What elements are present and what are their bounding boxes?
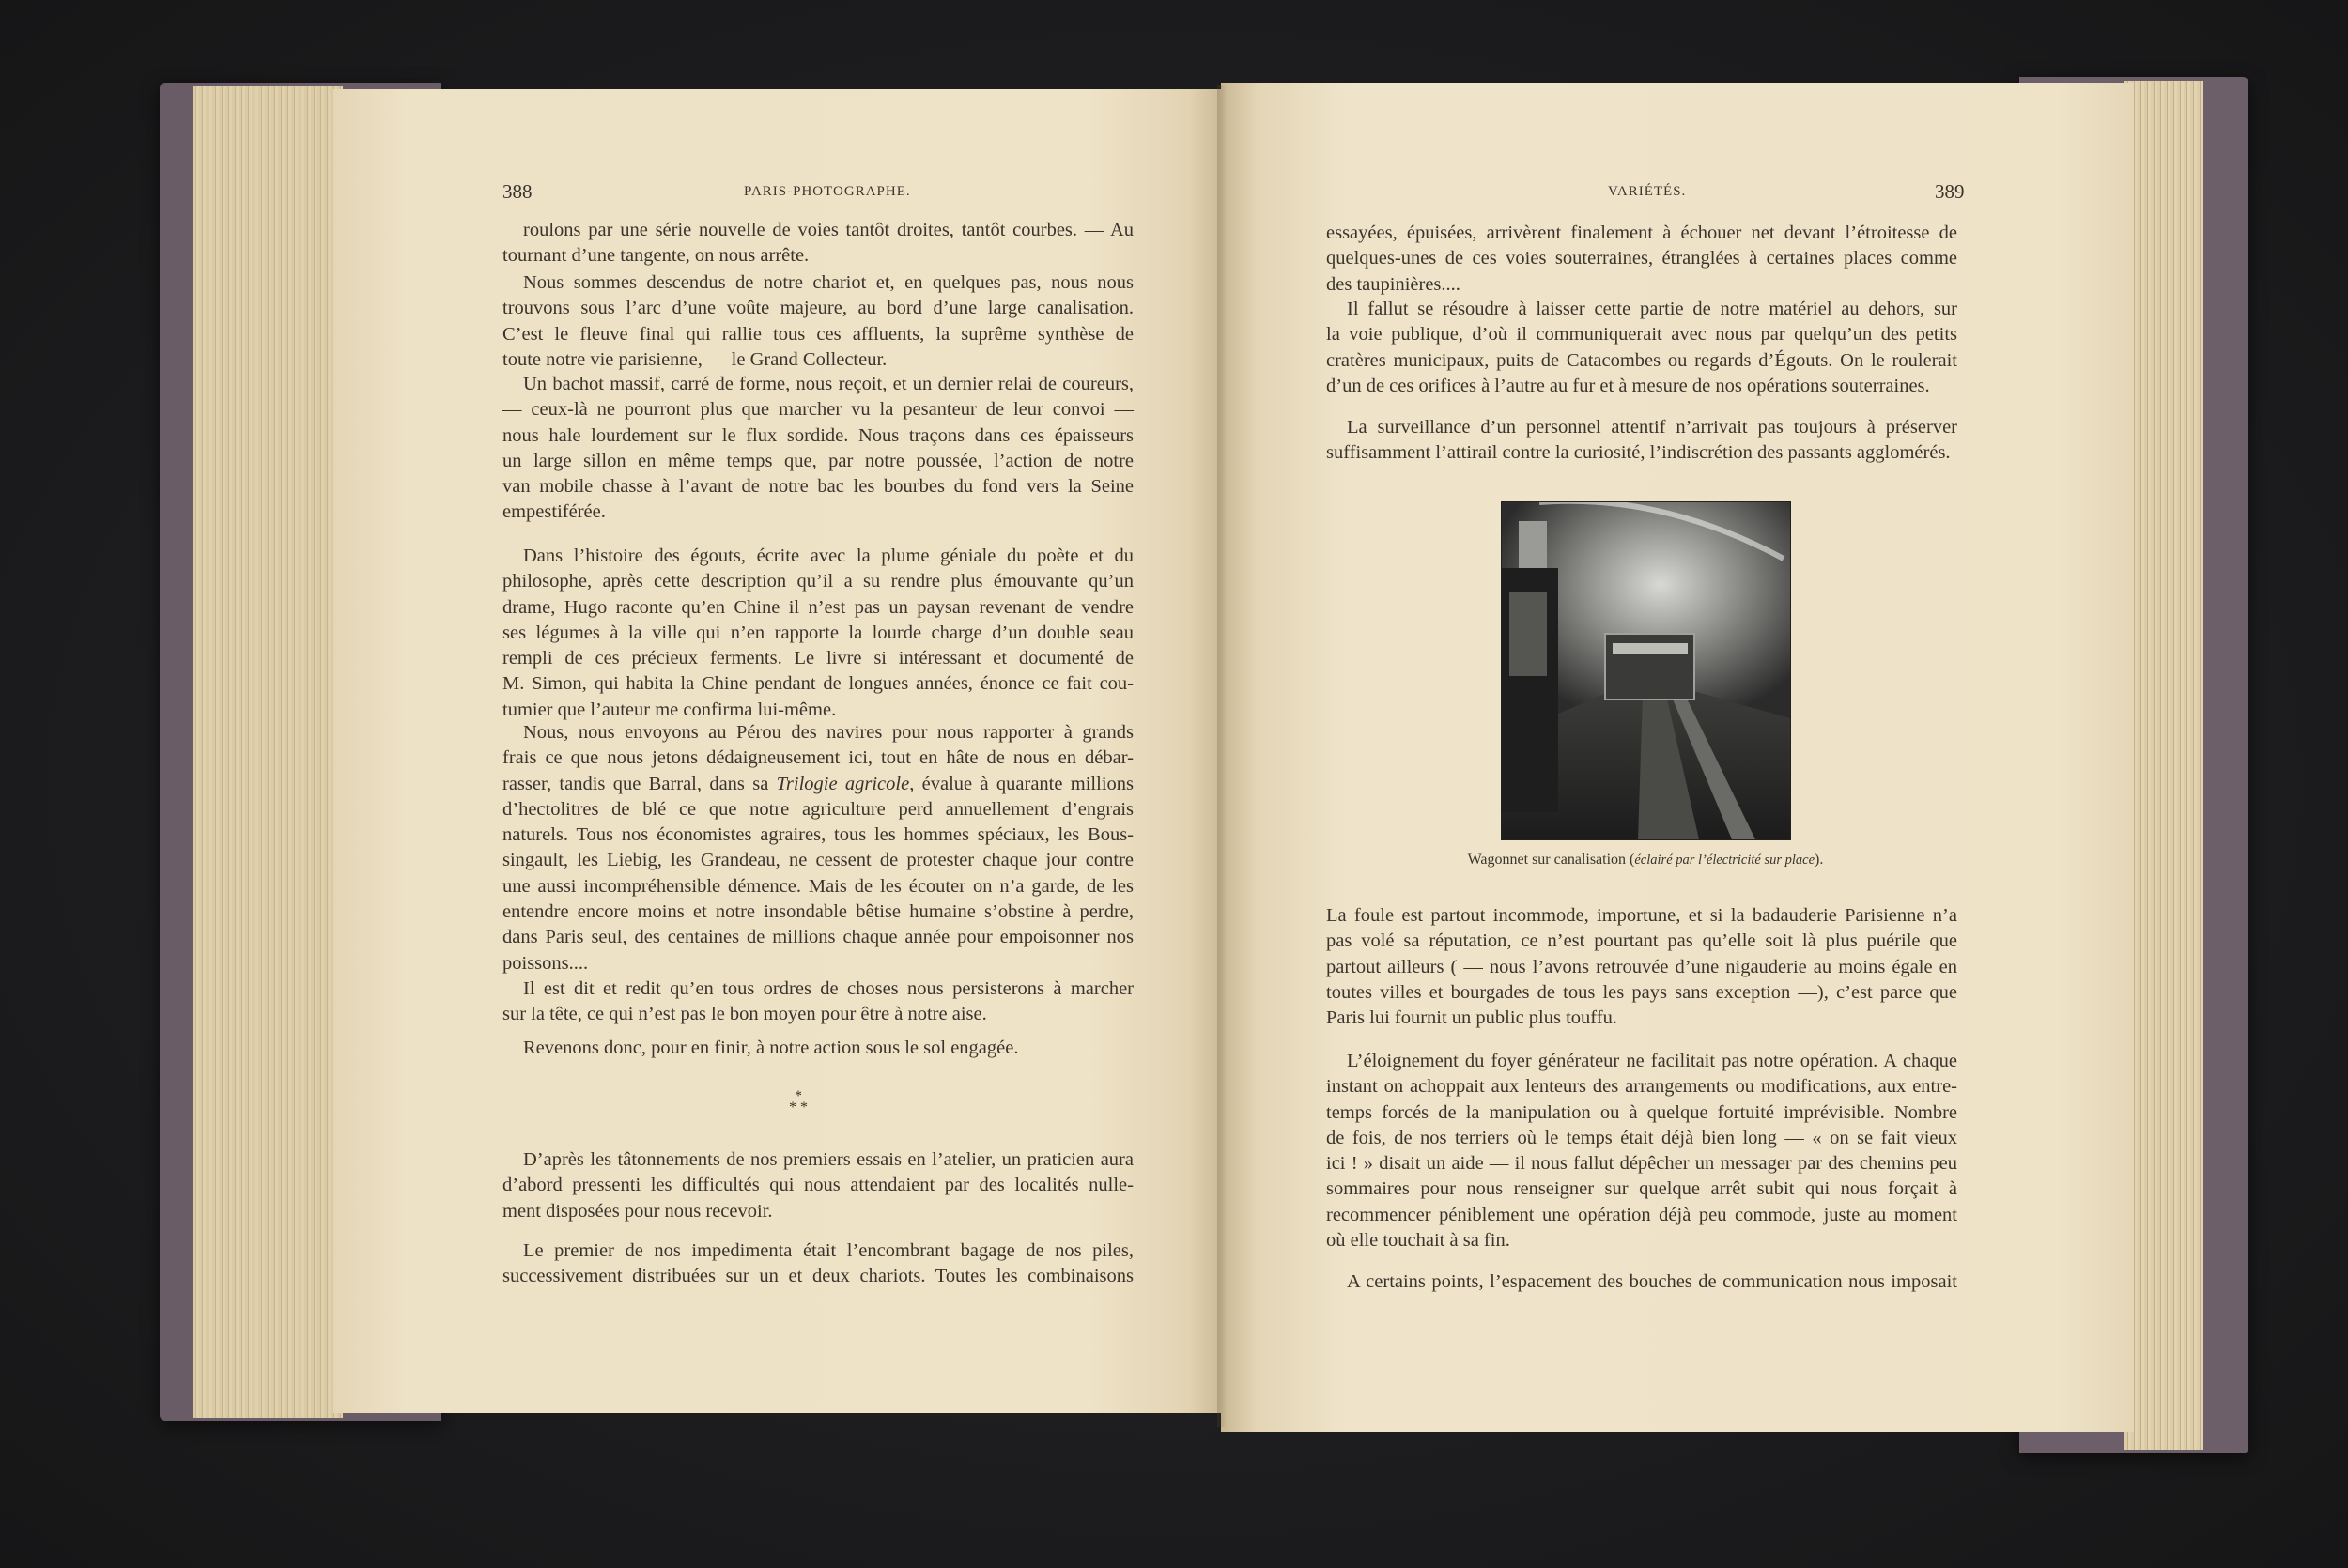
text-line: tournant d’une tangente, on nous arrête. (502, 245, 810, 267)
text-line: ment disposées pour nous recevoir. (502, 1200, 773, 1222)
text-line: d’hectolitres de blé ce que notre agriculture perd annuellement d’engrais (502, 798, 1134, 820)
page-edges-right (2124, 81, 2203, 1450)
text-line: Dans l’histoire des égouts, écrite avec la plume géniale du poète et du (523, 546, 1134, 566)
text-line: Nous sommes descendus de notre chariot et, en quelques pas, nous nous (523, 272, 1134, 293)
text-line: d’abord pressenti les difficultés qui nous attendaient par des localités nulle- (502, 1175, 1134, 1196)
paragraph (1326, 415, 1957, 467)
text-line: poissons.... (502, 952, 589, 974)
text-line: roulons par une série nouvelle de voies tantôt droites, tantôt courbes. — Au (523, 220, 1134, 240)
page-edges-left (193, 86, 343, 1418)
text-line: recommencer péniblement une opération déjà peu commode, juste au moment (1326, 1204, 1957, 1225)
page-number-right: 389 (1935, 180, 1965, 203)
text-line: Paris lui fournit un public plus touffu. (1326, 1007, 1617, 1029)
text-line: naturels. Tous nos économistes agraires, tous les hommes spéciaux, les Bous- (502, 824, 1134, 846)
paragraph (502, 1147, 1134, 1224)
text-line: Un bachot massif, carré de forme, nous reçoit, et un dernier relai de coureurs, (523, 374, 1134, 394)
text-line (502, 772, 1134, 797)
text-line: Nous, nous envoyons au Pérou des navires pour nous rapporter à grands (523, 722, 1134, 743)
text-line: drame, Hugo raconte qu’en Chine il n’est pas un paysan revenant de vendre (502, 596, 1134, 618)
paragraph (502, 720, 1134, 976)
text-line: trouvons sous l’arc d’une voûte majeure, au bord d’une large canalisation. (502, 298, 1134, 319)
text-line: quelques-unes de ces voies souterraines, étranglées à certaines places comme (1326, 248, 1957, 269)
text-line: la voie publique, d’où il communiquerait avec nous par quelqu’un des petits (1326, 324, 1957, 346)
paragraph (502, 544, 1134, 723)
text-line: ses légumes à la ville qui n’en rapporte la lourde charge d’un double seau (502, 622, 1134, 643)
running-head-right: VARIÉTÉS. (1608, 184, 1687, 199)
text-line: D’après les tâtonnements de nos premiers essais en l’atelier, un praticien aura (523, 1149, 1134, 1170)
text-line: Il fallut se résoudre à laisser cette partie de notre matériel au dehors, sur (1347, 299, 1957, 319)
running-head-left: PARIS-PHOTOGRAPHE. (744, 184, 911, 199)
text-line: frais ce que nous jetons dédaigneusement ici, tout en hâte de nous en débar- (502, 747, 1134, 769)
figure-caption (1326, 852, 1965, 869)
text-line: philosophe, après cette description qu’il a su rendre plus émouvante qu’un (502, 571, 1134, 592)
paragraph (1326, 903, 1957, 1031)
text-line: A certains points, l’espacement des bouches de communication nous imposait (1347, 1271, 1957, 1292)
paragraph (1326, 1049, 1957, 1253)
text-segment: , évalue à quarante millions (909, 773, 1134, 794)
caption-italic-text: éclairé par l’électricité sur place (1634, 853, 1815, 868)
paragraph (1326, 1269, 1957, 1295)
text-line: La foule est partout incommode, importune, et si la badauderie Parisienne n’a (1326, 905, 1957, 926)
text-line: M. Simon, qui habita la Chine pendant de longues années, énonce ce fait cou- (502, 673, 1134, 695)
text-line: de fois, de nos terriers où le temps était déjà bien long — « on se fait vieux (1326, 1127, 1957, 1148)
text-line: empestiférée. (502, 501, 606, 523)
text-line: temps forcés de la manipulation ou à quelque fortuité imprévisible. Nombre (1326, 1101, 1957, 1123)
text-line: Le premier de nos impedimenta était l’encombrant bagage de nos piles, (523, 1240, 1134, 1261)
text-line: La surveillance d’un personnel attentif n’arrivait pas toujours à préserver (1347, 417, 1957, 438)
text-line: d’un de ces orifices à l’autre au fur et à mesure de nos opérations souterraines. (1326, 375, 1930, 396)
paragraph (1326, 221, 1957, 298)
text-segment: rasser, tandis que Barral, dans sa (502, 773, 777, 794)
text-line: des taupinières.... (1326, 273, 1460, 295)
text-line: tumier que l’auteur me confirma lui-même. (502, 699, 837, 720)
paragraph (502, 372, 1134, 526)
text-line: un large sillon en même temps que, par notre poussée, l’action de notre (502, 450, 1134, 471)
text-line: sommaires pour nous renseigner sur quelque arrêt subit qui nous forçait à (1326, 1178, 1957, 1200)
text-line: dans Paris seul, des centaines de millions chaque année pour empoisonner nos (502, 927, 1134, 948)
book-gutter (1217, 85, 1227, 1427)
text-line: pas volé sa réputation, ce n’est pourtant pas qu’elle soit là plus puérile que (1326, 930, 1957, 952)
text-line: C’est le fleuve final qui rallie tous ces affluents, la suprême synthèse de (502, 323, 1134, 345)
sewer-tunnel-image (1502, 502, 1790, 839)
paragraph (1326, 297, 1957, 399)
text-line: entendre encore moins et notre insondable bêtise humaine s’obstine à perdre, (502, 901, 1134, 923)
text-line: toute notre vie parisienne, — le Grand Collecteur. (502, 348, 888, 370)
text-line: rempli de ces précieux ferments. Le livre si intéressant et documenté de (502, 648, 1134, 669)
text-line: instant on achoppait aux lenteurs des arrangements ou modifications, aux entre- (1326, 1076, 1957, 1098)
text-line: successivement distribuées sur un et deux chariots. Toutes les combinaisons (502, 1266, 1134, 1287)
text-line: toutes villes et bourgades de tous les pays sans exception —), c’est parce que (1326, 981, 1957, 1003)
text-line: Revenons donc, pour en finir, à notre action sous le sol engagée. (523, 1038, 1019, 1058)
text-line: sur la tête, ce qui n’est pas le bon moyen pour être à notre aise. (502, 1004, 987, 1025)
paragraph (502, 270, 1134, 373)
text-line: Il est dit et redit qu’en tous ordres de choses nous persisterons à marcher (523, 978, 1134, 999)
page-number-left: 388 (502, 180, 533, 203)
text-line: nous hale lourdement sur le flux sordide. Nous traçons dans ces épaisseurs (502, 424, 1134, 446)
italic-title: Trilogie agricole (776, 773, 910, 794)
figure-photo-wagonnet-in-sewer (1501, 501, 1791, 840)
text-line: suffisamment l’attirail contre la curiosité, l’indiscrétion des passants agglomérés. (1326, 442, 1951, 464)
text-line: L’éloignement du foyer générateur ne facilitait pas notre opération. A chaque (1347, 1051, 1957, 1071)
paragraph (502, 1238, 1134, 1290)
text-line: une aussi incompréhensible démence. Mais de les écouter on n’a garde, de les (502, 875, 1134, 897)
text-line: ici ! » disait un aide — il nous fallut dépêcher un messager par des chemins peu (1326, 1153, 1957, 1175)
section-break-asterism: * * * (789, 1088, 808, 1115)
text-line: — ceux-là ne pourront plus que marcher vu la pesanteur de leur convoi — (502, 399, 1134, 421)
text-line: partout ailleurs ( — nous l’avons retrouvée d’une nigauderie au moins égale en (1326, 956, 1957, 977)
text-line: cratères municipaux, puits de Catacombes ou regards d’Égouts. On le roulerait (1326, 349, 1957, 371)
text-line: van mobile chasse à l’avant de notre bac les bourbes du fond vers la Seine (502, 476, 1134, 498)
paragraph (502, 1036, 1134, 1061)
caption-end: ). (1815, 852, 1824, 868)
paragraph (502, 218, 1134, 269)
text-line: singault, les Liebig, les Grandeau, ne cessent de protester chaque jour contre (502, 850, 1134, 871)
paragraph (502, 976, 1134, 1028)
caption-text: Wagonnet sur canalisation ( (1467, 852, 1635, 868)
text-line: où elle touchait à sa fin. (1326, 1230, 1510, 1252)
text-line: essayées, épuisées, arrivèrent finalement à échouer net devant l’étroitesse de (1326, 223, 1957, 243)
